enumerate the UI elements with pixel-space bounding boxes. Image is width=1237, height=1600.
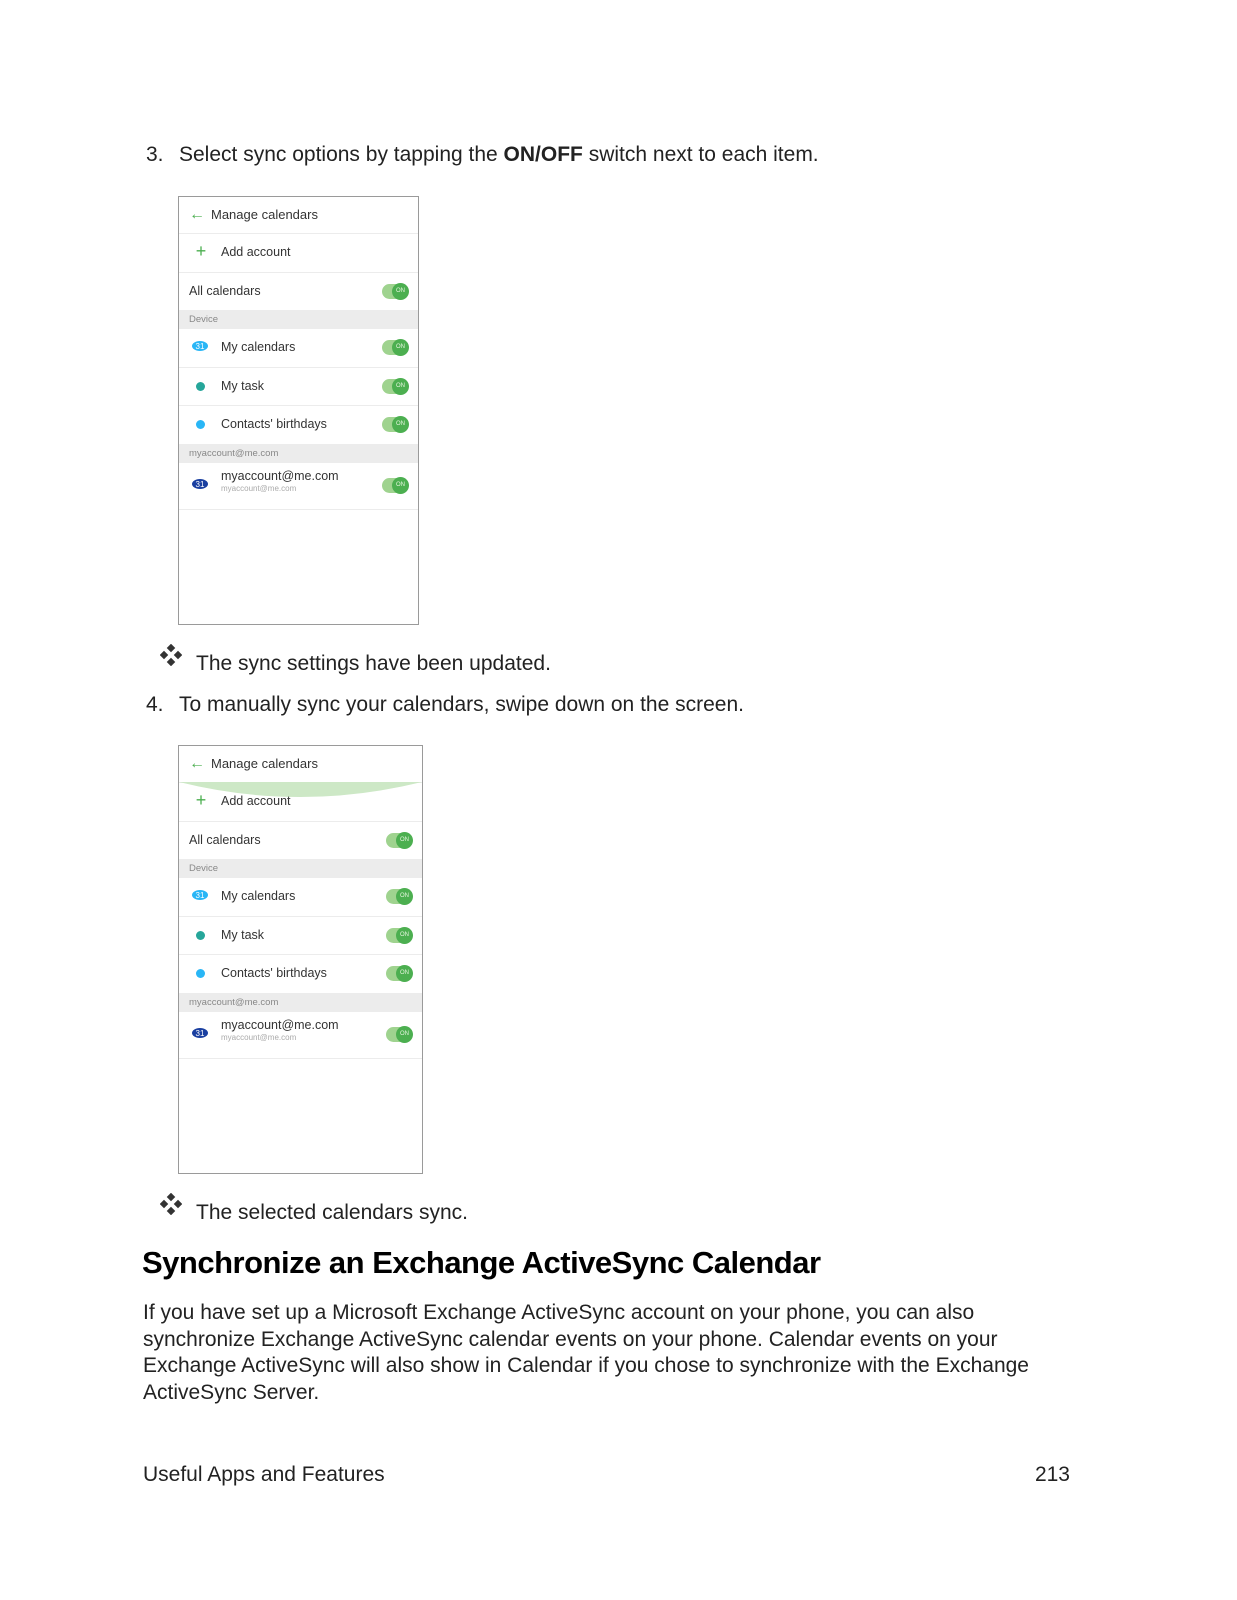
- step-number: 3.: [146, 143, 164, 166]
- account-toggle[interactable]: [386, 1027, 412, 1042]
- add-account-row[interactable]: [179, 234, 418, 273]
- step-number: 4.: [146, 693, 164, 716]
- step-3: [146, 143, 819, 167]
- account-row: [179, 463, 418, 510]
- contacts-birthdays-toggle[interactable]: [382, 417, 408, 432]
- toggle-knob: ON: [392, 477, 409, 494]
- account-calendar-icon: [191, 477, 209, 495]
- svg-text:31: 31: [195, 1028, 205, 1038]
- svg-text:31: 31: [195, 479, 205, 489]
- section-account-label: myaccount@me.com: [189, 447, 279, 459]
- screen-header: [179, 197, 418, 234]
- my-task-row: [179, 917, 422, 956]
- account-calendar-icon: [191, 1026, 209, 1044]
- phone-screenshot-1: [178, 196, 419, 625]
- toggle-knob: ON: [392, 283, 409, 300]
- all-calendars-label: All calendars: [189, 283, 261, 298]
- all-calendars-row: [179, 822, 422, 861]
- add-account-label: Add account: [221, 794, 291, 808]
- section-device-label: Device: [189, 863, 219, 875]
- section-device: [179, 311, 418, 329]
- my-calendars-toggle[interactable]: [382, 340, 408, 355]
- dot-icon: [196, 420, 205, 429]
- add-account-row[interactable]: [179, 783, 422, 822]
- account-label: myaccount@me.com: [221, 468, 339, 483]
- toggle-knob: ON: [392, 339, 409, 356]
- contacts-birthdays-row: [179, 955, 422, 994]
- toggle-knob: ON: [396, 927, 413, 944]
- step-text-before: Select sync options by tapping the: [179, 143, 504, 166]
- screen-title: Manage calendars: [211, 756, 318, 771]
- contacts-birthdays-toggle[interactable]: [386, 966, 412, 981]
- result-bullet-1: [160, 648, 551, 676]
- item-label: My calendars: [221, 340, 296, 355]
- all-calendars-label: All calendars: [189, 832, 261, 847]
- item-label: My calendars: [221, 889, 296, 904]
- all-calendars-row: [179, 273, 418, 312]
- section-account-label: myaccount@me.com: [189, 996, 279, 1008]
- body-paragraph: If you have set up a Microsoft Exchange ActiveSync account on your phone, you can also synchronize Exchange ActiveSync calendar events on your phone. Calendar events on your Exchange ActiveSync will also show in Calendar if you chose to synchronize with the Exchange ActiveSync Server.: [143, 1301, 1029, 1404]
- account-row: [179, 1012, 422, 1059]
- diamond-bullet-icon: [160, 644, 196, 666]
- my-calendars-row: [179, 878, 422, 917]
- account-label: myaccount@me.com: [221, 1017, 339, 1032]
- toggle-knob: ON: [396, 888, 413, 905]
- dot-icon: [196, 382, 205, 391]
- back-arrow-icon[interactable]: ←: [189, 206, 205, 223]
- toggle-knob: ON: [392, 378, 409, 395]
- item-label: Contacts' birthdays: [221, 966, 327, 981]
- section-device-label: Device: [189, 314, 219, 326]
- step-text-bold: ON/OFF: [503, 143, 583, 166]
- item-label: Contacts' birthdays: [221, 417, 327, 432]
- plus-icon: +: [195, 790, 207, 810]
- section-device: [179, 860, 422, 878]
- bullet-text: The selected calendars sync.: [196, 1201, 468, 1224]
- section-title: Synchronize an Exchange ActiveSync Calendar: [142, 1245, 821, 1280]
- toggle-knob: ON: [396, 1026, 413, 1043]
- screen-header: [179, 746, 422, 783]
- account-toggle[interactable]: [382, 478, 408, 493]
- calendar-icon: [191, 339, 209, 357]
- diamond-bullet-icon: [160, 1193, 196, 1215]
- item-label: My task: [221, 378, 265, 393]
- step-text: To manually sync your calendars, swipe down on the screen.: [179, 693, 744, 716]
- plus-icon: +: [195, 241, 207, 261]
- footer-section-name: Useful Apps and Features: [143, 1463, 385, 1486]
- page-number: 213: [1034, 1463, 1070, 1486]
- dot-icon: [196, 969, 205, 978]
- all-calendars-toggle[interactable]: [386, 833, 412, 848]
- toggle-knob: ON: [396, 965, 413, 982]
- step-4: [146, 693, 744, 717]
- my-task-row: [179, 368, 418, 407]
- contacts-birthdays-row: [179, 406, 418, 445]
- add-account-label: Add account: [221, 245, 291, 259]
- calendar-icon: [191, 888, 209, 906]
- account-sublabel: myaccount@me.com: [221, 483, 297, 493]
- svg-text:31: 31: [195, 891, 205, 901]
- toggle-knob: ON: [392, 416, 409, 433]
- account-sublabel: myaccount@me.com: [221, 1032, 297, 1042]
- step-text-after: switch next to each item.: [582, 143, 819, 166]
- screen-title: Manage calendars: [211, 207, 318, 222]
- result-bullet-2: [160, 1197, 468, 1225]
- svg-text:31: 31: [195, 342, 205, 352]
- my-calendars-row: [179, 329, 418, 368]
- bullet-text: The sync settings have been updated.: [196, 652, 551, 675]
- back-arrow-icon[interactable]: ←: [189, 755, 205, 772]
- all-calendars-toggle[interactable]: [382, 284, 408, 299]
- my-task-toggle[interactable]: [382, 379, 408, 394]
- section-account: [179, 994, 422, 1012]
- dot-icon: [196, 931, 205, 940]
- item-label: My task: [221, 927, 265, 942]
- section-account: [179, 445, 418, 463]
- phone-screenshot-2: [178, 745, 423, 1174]
- my-task-toggle[interactable]: [386, 928, 412, 943]
- toggle-knob: ON: [396, 832, 413, 849]
- my-calendars-toggle[interactable]: [386, 889, 412, 904]
